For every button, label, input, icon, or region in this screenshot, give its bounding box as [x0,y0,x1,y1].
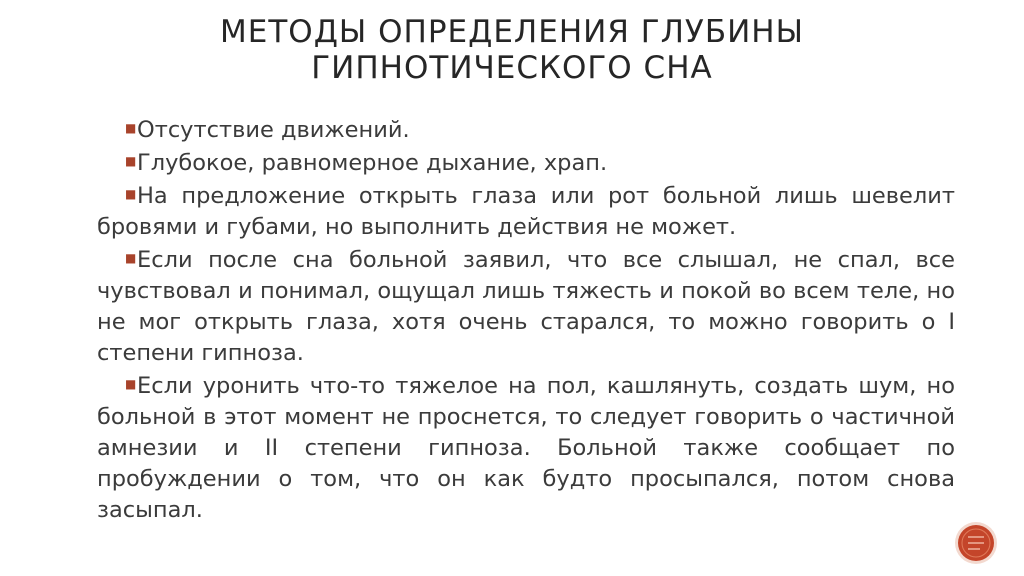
slide-title [120,14,904,86]
square-bullet-icon: ■ [125,251,137,265]
bullet-text-1: Отсутствие движений. [137,117,410,143]
list-item [97,113,955,146]
bullet-text-5: Если уронить что-то тяжелое на пол, кашлянуть, создать шум, но больной в этот момент не проснется, то следует говорить о частичной амнезии и II степени гипноза. Больной также сообщает по пробуждении о том, что он как будто просыпался, потом снова засыпал. [97,373,955,523]
circle-emblem-icon [954,521,998,565]
bullet-text-4: Если после сна больной заявил, что все слышал, не спал, все чувствовал и понимал, ощущал лишь тяжесть и покой во всем теле, но не мог открыть глаза, хотя очень старался, то можно говорить о I степени гипноза. [97,247,955,366]
title-line-1: МЕТОДЫ ОПРЕДЕЛЕНИЯ ГЛУБИНЫ [220,14,804,50]
list-item [97,243,955,369]
bullet-text-3: На предложение открыть глаза или рот больной лишь шевелит бровями и губами, но выполнить действия не может. [97,183,955,240]
square-bullet-icon: ■ [125,121,137,135]
list-item [97,146,955,179]
list-item [97,369,955,526]
square-bullet-icon: ■ [125,377,137,391]
bullet-list [97,113,955,526]
square-bullet-icon: ■ [125,154,137,168]
bullet-text-2: Глубокое, равномерное дыхание, храп. [137,150,608,176]
list-item [97,179,955,243]
square-bullet-icon: ■ [125,187,137,201]
left-bar [0,0,10,576]
title-line-2: ГИПНОТИЧЕСКОГО СНА [311,50,713,86]
